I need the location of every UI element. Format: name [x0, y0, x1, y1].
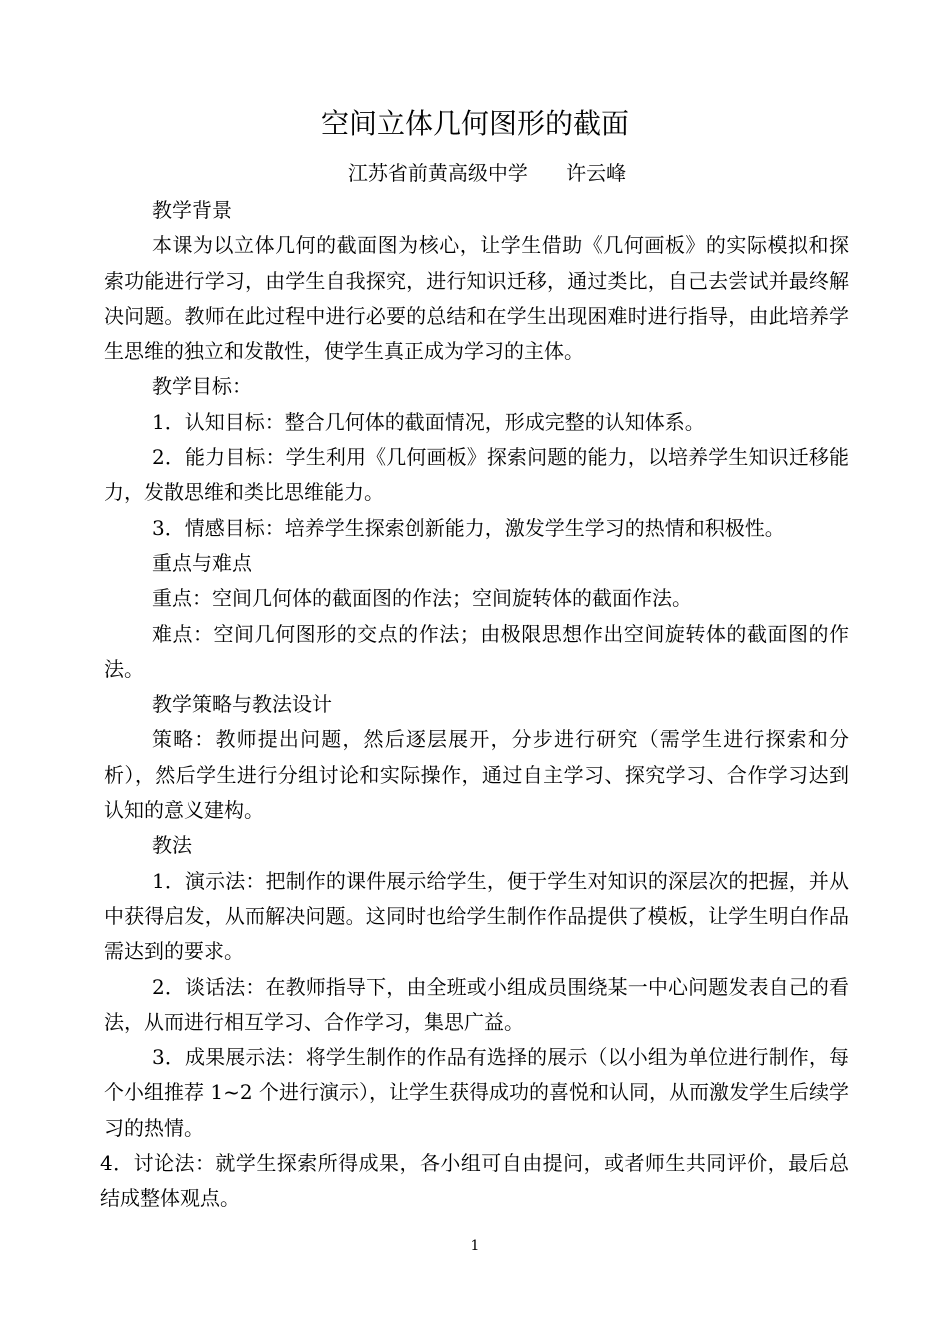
goal-ability: 2．能力目标：学生利用《几何画板》探索问题的能力，以培养学生知识迁移能力，发散思维和类比思维能力。: [104, 445, 849, 505]
section-heading-background: 教学背景: [152, 198, 232, 222]
paragraph-key-point: 重点：空间几何体的截面图的作法；空间旋转体的截面作法。: [152, 586, 692, 611]
method-showcase: 3．成果展示法：将学生制作的作品有选择的展示（以小组为单位进行制作，每个小组推荐 1~2 个进行演示），让学生获得成功的喜悦和认同，从而激发学生后续学习的热情。: [104, 1045, 849, 1140]
goal-emotion: 3．情感目标：培养学生探索创新能力，激发学生学习的热情和积极性。: [152, 515, 785, 540]
method-demonstration: 1．演示法：把制作的课件展示给学生，便于学生对知识的深层次的把握，并从中获得启发，从而解决问题。这同时也给学生制作作品提供了模板，让学生明白作品需达到的要求。: [104, 868, 849, 964]
section-heading-goals: 教学目标：: [152, 374, 252, 399]
section-heading-key-points: 重点与难点: [152, 550, 252, 575]
section-heading-strategy: 教学策略与教法设计: [152, 692, 332, 717]
page-number: 1: [470, 1238, 480, 1254]
paragraph-strategy: 策略：教师提出问题，然后逐层展开，分步进行研究（需学生进行探索和分析），然后学生进行分组讨论和实际操作，通过自主学习、探究学习、合作学习达到认知的意义建构。: [104, 727, 849, 823]
method-conversation: 2．谈话法：在教师指导下，由全班或小组成员围绕某一中心问题发表自己的看法，从而进行相互学习、合作学习，集思广益。: [104, 974, 849, 1034]
section-heading-methods: 教法: [152, 833, 192, 858]
paragraph-difficulty: 难点：空间几何图形的交点的作法；由极限思想作出空间旋转体的截面图的作法。: [104, 621, 849, 681]
paragraph-background: 本课为以立体几何的截面图为核心，让学生借助《几何画板》的实际模拟和探索功能进行学习，由学生自我探究，进行知识迁移，通过类比，自己去尝试并最终解决问题。教师在此过程中进行必要的总结和在学生出现困难时进行指导，由此培养学生思维的独立和发散性，使学生真正成为学习的主体。: [104, 233, 849, 364]
author-line: 江苏省前黄高级中学 许云峰: [347, 161, 627, 185]
document-body: [100, 193, 849, 1217]
document-title: 空间立体几何图形的截面: [320, 107, 629, 140]
method-discussion: 4．讨论法：就学生探索所得成果，各小组可自由提问，或者师生共同评价，最后总结成整体观点。: [100, 1151, 849, 1211]
goal-cognitive: 1．认知目标：整合几何体的截面情况，形成完整的认知体系。: [152, 409, 705, 434]
